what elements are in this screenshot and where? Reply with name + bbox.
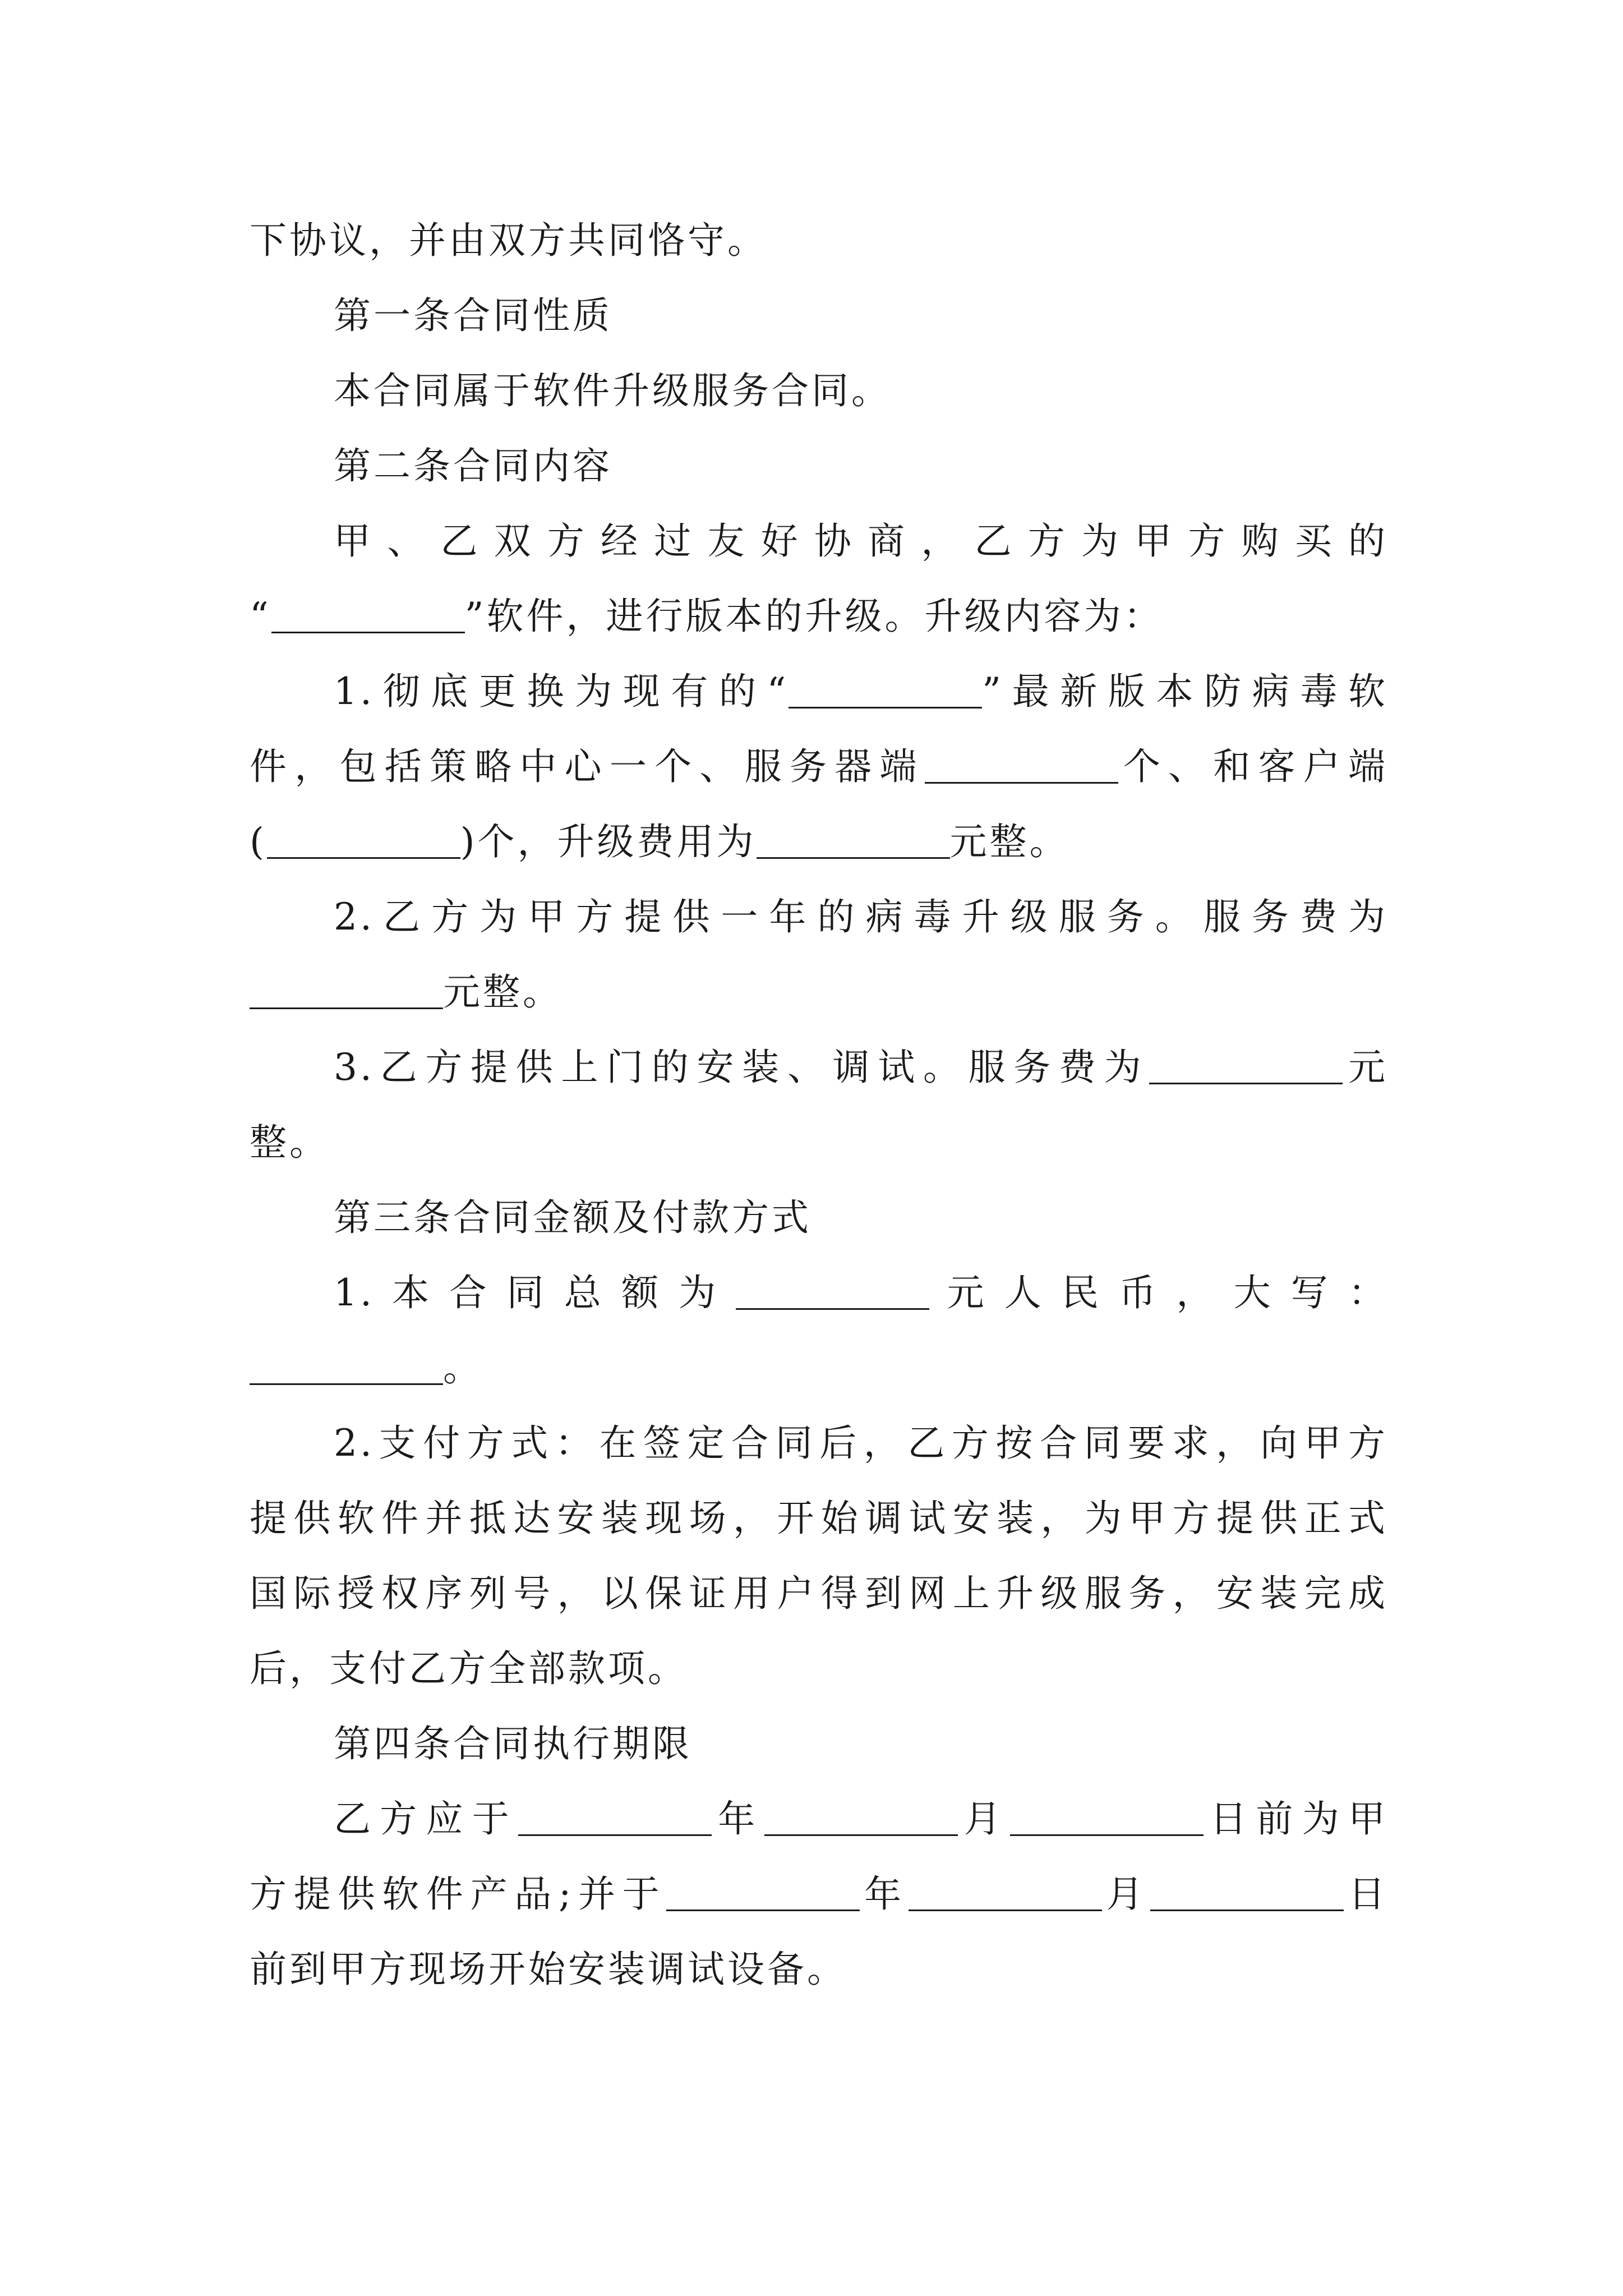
article-2-intro-cont: “ ”软件，进行版本的升级。升级内容为： [250,595,1164,638]
article-2-item-1: 1.彻底更换为现有的“ ”最新版本防病毒软 [334,670,1388,713]
article-3-item-2: 2.支付方式：在签定合同后，乙方按合同要求，向甲方 [334,1421,1388,1465]
article-2-item-2: 2.乙方为甲方提供一年的病毒升级服务。服务费为 [334,895,1388,938]
blank-install-month[interactable] [909,1872,1102,1911]
article-2-heading: 第二条合同内容 [334,444,612,487]
blank-amount-uppercase[interactable] [250,1346,443,1385]
article-3-item-2-cont3: 后，支付乙方全部款项。 [250,1647,688,1690]
article-4-heading: 第四条合同执行期限 [334,1722,692,1765]
article-1-heading: 第一条合同性质 [334,294,612,337]
blank-upgrade-fee[interactable] [757,820,950,859]
article-3-item-2-cont1: 提供软件并抵达安装现场，开始调试安装，为甲方提供正式 [250,1497,1388,1540]
paragraph-intro-end: 下协议，并由双方共同恪守。 [250,219,767,262]
blank-antivirus-name[interactable] [789,670,982,708]
blank-service-fee[interactable] [250,970,443,1009]
article-2-item-3-cont: 整。 [250,1121,329,1164]
article-3-heading: 第三条合同金额及付款方式 [334,1196,811,1239]
blank-install-fee[interactable] [1149,1046,1343,1084]
article-4-body-cont: 方提供软件产品;并于 年 月 日 [250,1872,1388,1916]
blank-total-amount[interactable] [736,1271,929,1310]
article-3-item-1-cont: 。 [250,1331,1388,1406]
contract-body [250,203,1388,2007]
blank-delivery-month[interactable] [764,1797,958,1836]
article-3-item-1: 1.本合同总额为 元人民币，大写： [334,1271,1388,1314]
blank-client-count[interactable] [267,820,460,859]
article-2-intro: 甲、乙双方经过友好协商，乙方为甲方购买的 [334,519,1388,563]
article-1-body: 本合同属于软件升级服务合同。 [334,369,891,412]
article-4-body-cont2: 前到甲方现场开始安装调试设备。 [250,1948,847,1991]
article-2-item-1-cont: 件，包括策略中心一个、服务器端 个、和客户端 [250,745,1389,788]
article-2-item-2-cont: 元整。 [250,955,1388,1030]
blank-install-year[interactable] [666,1872,860,1911]
article-3-item-2-cont2: 国际授权序列号，以保证用户得到网上升级服务，安装完成 [250,1572,1388,1615]
blank-install-day[interactable] [1150,1872,1344,1911]
blank-server-count[interactable] [925,745,1118,784]
article-4-body: 乙方应于 年 月 日前为甲 [334,1797,1388,1841]
article-2-item-1-cont2: ( )个，升级费用为 元整。 [250,820,1069,863]
blank-delivery-year[interactable] [518,1797,712,1836]
blank-software-name[interactable] [271,595,465,633]
article-2-item-3: 3.乙方提供上门的安装、调试。服务费为 元 [334,1046,1388,1089]
blank-delivery-day[interactable] [1010,1797,1204,1836]
